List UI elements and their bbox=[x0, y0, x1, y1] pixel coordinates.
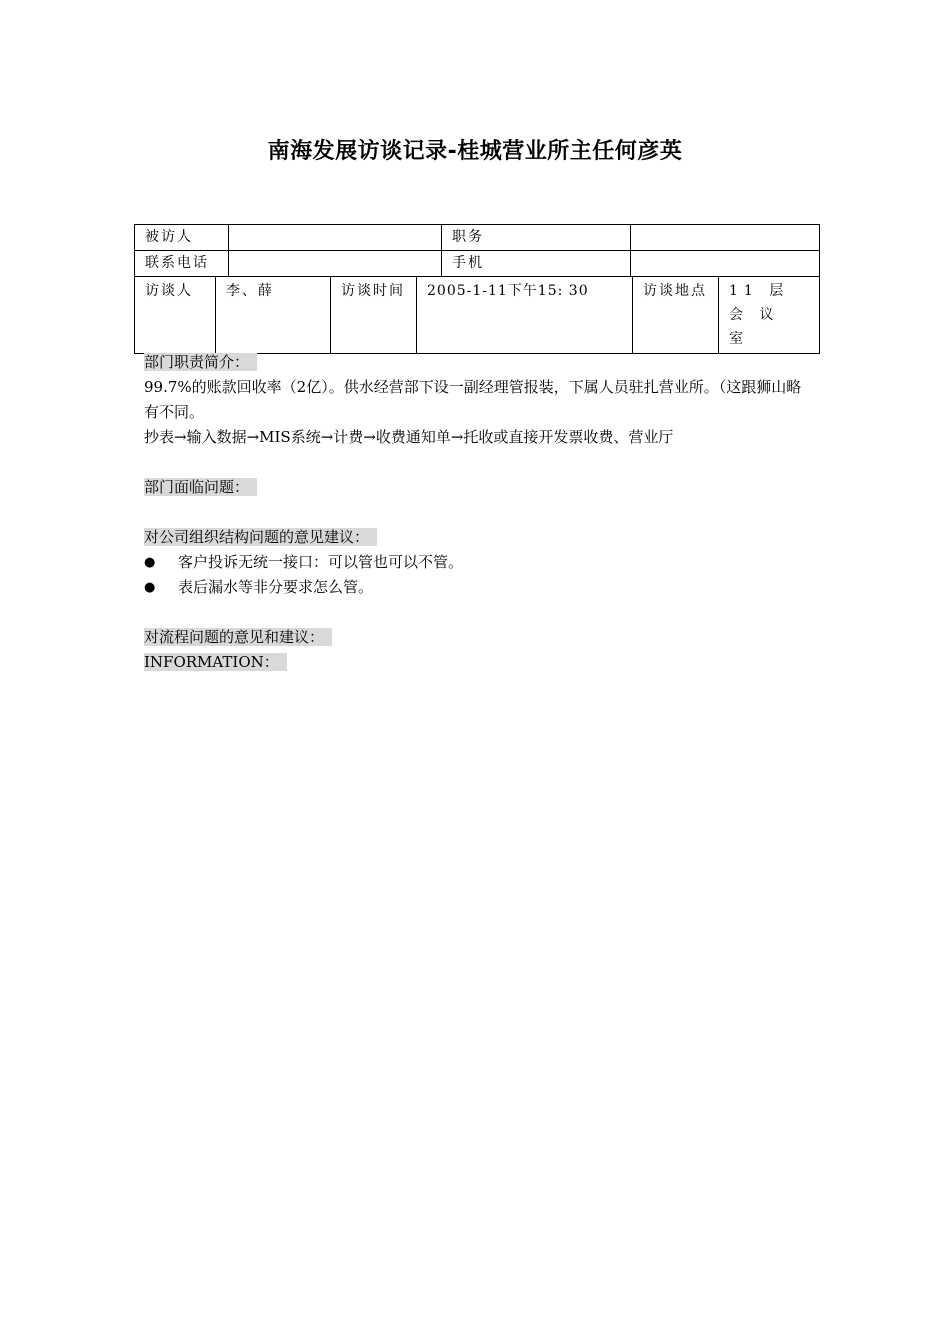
phone-label: 联系电话 bbox=[135, 251, 229, 277]
table-row bbox=[135, 225, 820, 251]
interview-content bbox=[144, 350, 814, 675]
interviewee-value bbox=[229, 225, 442, 251]
interview-info-table bbox=[134, 224, 820, 354]
duty-text-1: 99.7%的账款回收率（2亿）。供水经营部下设一副经理管报装，下属人员驻扎营业所。（这跟狮山略有不同。 bbox=[144, 378, 802, 421]
interview-detail-cell bbox=[135, 277, 820, 354]
org-structure-heading: 对公司组织结构问题的意见建议： bbox=[144, 528, 377, 546]
list-item bbox=[144, 575, 814, 600]
time-value: 2005-1-11下午15: 30 bbox=[417, 277, 633, 353]
duty-text-2: 抄表→输入数据→MIS系统→计费→收费通知单→托收或直接开发票收费、营业厅 bbox=[144, 428, 674, 446]
position-value bbox=[631, 225, 820, 251]
page-title: 南海发展访谈记录-桂城营业所主任何彦英 bbox=[267, 139, 683, 164]
phone-value bbox=[229, 251, 442, 277]
list-item bbox=[144, 550, 814, 575]
table-row bbox=[135, 251, 820, 277]
process-heading: 对流程问题的意见和建议： bbox=[144, 628, 332, 646]
place-label: 访谈地点 bbox=[633, 277, 719, 353]
list-item-text: 表后漏水等非分要求怎么管。 bbox=[178, 578, 374, 596]
bullet-icon: ● bbox=[144, 580, 156, 595]
position-label: 职务 bbox=[442, 225, 631, 251]
time-label: 访谈时间 bbox=[331, 277, 417, 353]
mobile-label: 手机 bbox=[442, 251, 631, 277]
information-heading: INFORMATION： bbox=[144, 653, 287, 671]
problems-heading: 部门面临问题： bbox=[144, 478, 257, 496]
interviewee-label: 被访人 bbox=[135, 225, 229, 251]
interviewer-value: 李、薛 bbox=[216, 277, 331, 353]
list-item-text: 客户投诉无统一接口：可以管也可以不管。 bbox=[178, 553, 464, 571]
place-value: 11 层 会 议 室 bbox=[719, 277, 820, 353]
mobile-value bbox=[631, 251, 820, 277]
interview-detail-row bbox=[135, 277, 819, 353]
table-row bbox=[135, 277, 820, 354]
duty-heading: 部门职责简介： bbox=[144, 353, 257, 371]
interviewer-label: 访谈人 bbox=[145, 283, 193, 299]
bullet-icon: ● bbox=[144, 555, 156, 570]
